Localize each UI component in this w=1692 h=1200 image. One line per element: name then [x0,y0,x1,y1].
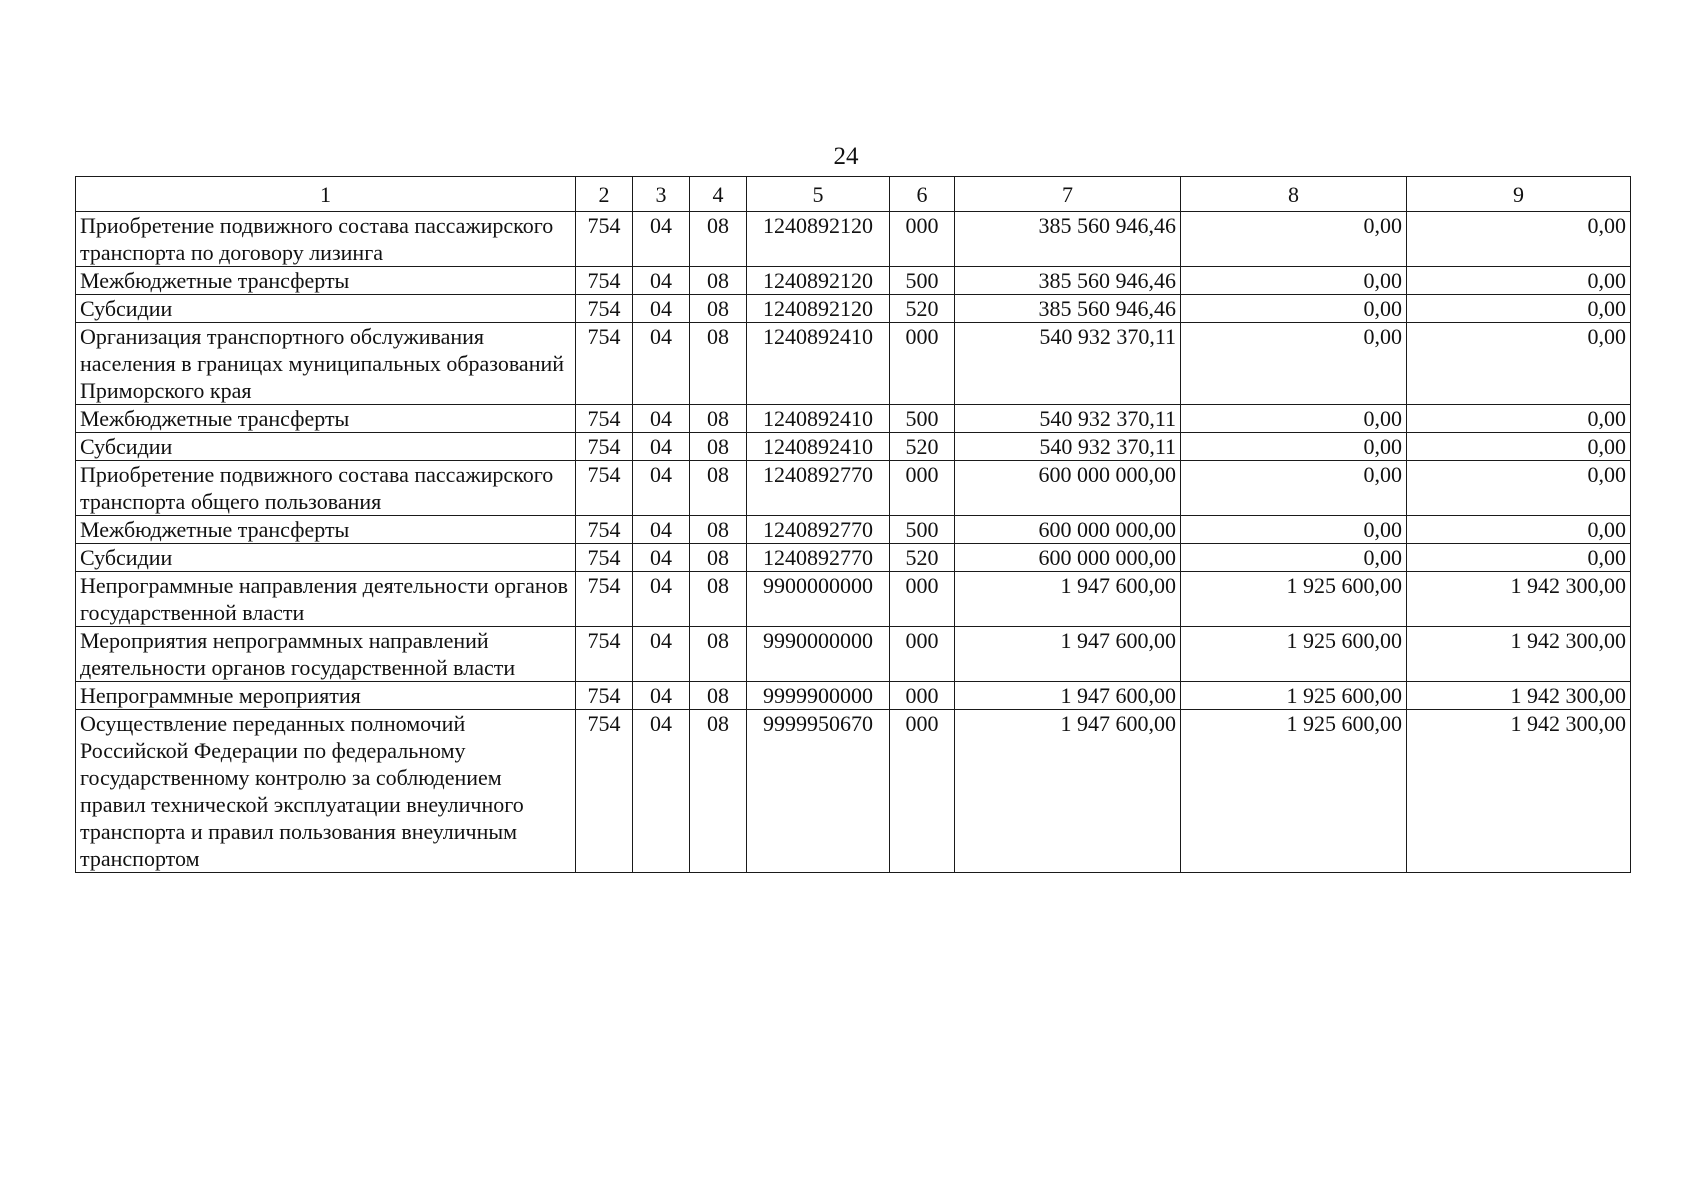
row-code-2: 754 [576,627,633,682]
row-code-5: 9900000000 [747,572,890,627]
row-code-6: 500 [890,516,955,544]
row-code-2: 754 [576,433,633,461]
header-row [76,177,1631,212]
row-code-5: 9999950670 [747,710,890,873]
row-amount-8: 1 925 600,00 [1181,627,1407,682]
table-row [76,405,1631,433]
row-amount-8: 1 925 600,00 [1181,710,1407,873]
row-code-3: 04 [633,267,690,295]
row-code-4: 08 [690,572,747,627]
header-cell-8: 8 [1181,177,1407,212]
row-amount-7: 385 560 946,46 [955,267,1181,295]
row-code-4: 08 [690,682,747,710]
row-name: Межбюджетные трансферты [76,267,576,295]
row-amount-7: 1 947 600,00 [955,710,1181,873]
row-amount-8: 0,00 [1181,295,1407,323]
row-name: Субсидии [76,544,576,572]
row-code-2: 754 [576,710,633,873]
row-code-4: 08 [690,212,747,267]
row-code-4: 08 [690,710,747,873]
header-cell-7: 7 [955,177,1181,212]
row-name: Субсидии [76,295,576,323]
table-row [76,433,1631,461]
row-code-5: 1240892410 [747,405,890,433]
row-code-3: 04 [633,295,690,323]
row-code-5: 1240892410 [747,323,890,405]
row-code-6: 500 [890,405,955,433]
row-amount-7: 540 932 370,11 [955,405,1181,433]
row-amount-9: 1 942 300,00 [1407,572,1631,627]
row-code-2: 754 [576,516,633,544]
row-amount-7: 1 947 600,00 [955,627,1181,682]
row-amount-8: 0,00 [1181,516,1407,544]
row-code-6: 000 [890,572,955,627]
row-amount-7: 385 560 946,46 [955,212,1181,267]
row-amount-7: 540 932 370,11 [955,433,1181,461]
header-cell-3: 3 [633,177,690,212]
row-amount-8: 0,00 [1181,461,1407,516]
row-code-3: 04 [633,682,690,710]
row-code-5: 1240892120 [747,295,890,323]
row-code-6: 520 [890,295,955,323]
row-name: Организация транспортного обслуживания населения в границах муниципальных образований Приморского края [76,323,576,405]
row-code-5: 1240892410 [747,433,890,461]
row-code-6: 000 [890,710,955,873]
row-name: Непрограммные мероприятия [76,682,576,710]
row-name: Межбюджетные трансферты [76,405,576,433]
row-code-4: 08 [690,405,747,433]
row-amount-7: 600 000 000,00 [955,516,1181,544]
row-amount-8: 0,00 [1181,323,1407,405]
row-code-6: 000 [890,323,955,405]
row-code-6: 520 [890,433,955,461]
row-code-2: 754 [576,405,633,433]
row-code-4: 08 [690,544,747,572]
row-name: Непрограммные направления деятельности органов государственной власти [76,572,576,627]
row-code-6: 000 [890,461,955,516]
row-code-6: 000 [890,682,955,710]
row-code-5: 1240892770 [747,516,890,544]
row-code-3: 04 [633,627,690,682]
row-amount-8: 0,00 [1181,544,1407,572]
row-code-5: 1240892120 [747,267,890,295]
row-code-4: 08 [690,267,747,295]
row-code-3: 04 [633,572,690,627]
table-row [76,627,1631,682]
row-code-2: 754 [576,572,633,627]
row-amount-8: 0,00 [1181,212,1407,267]
row-code-5: 9990000000 [747,627,890,682]
row-code-3: 04 [633,544,690,572]
row-code-3: 04 [633,212,690,267]
row-amount-9: 0,00 [1407,323,1631,405]
row-amount-8: 0,00 [1181,267,1407,295]
row-amount-9: 0,00 [1407,433,1631,461]
table-row [76,544,1631,572]
row-code-5: 1240892770 [747,544,890,572]
row-amount-7: 540 932 370,11 [955,323,1181,405]
header-cell-5: 5 [747,177,890,212]
row-code-2: 754 [576,323,633,405]
row-amount-9: 0,00 [1407,461,1631,516]
row-code-2: 754 [576,212,633,267]
row-amount-8: 0,00 [1181,433,1407,461]
row-amount-9: 0,00 [1407,267,1631,295]
row-code-6: 500 [890,267,955,295]
row-name: Приобретение подвижного состава пассажирского транспорта по договору лизинга [76,212,576,267]
row-amount-7: 385 560 946,46 [955,295,1181,323]
row-name: Приобретение подвижного состава пассажирского транспорта общего пользования [76,461,576,516]
row-code-3: 04 [633,323,690,405]
table-row [76,710,1631,873]
row-code-4: 08 [690,323,747,405]
table-body [76,212,1631,873]
row-code-4: 08 [690,295,747,323]
row-amount-8: 0,00 [1181,405,1407,433]
row-code-2: 754 [576,544,633,572]
row-amount-9: 1 942 300,00 [1407,627,1631,682]
table-row [76,323,1631,405]
row-code-3: 04 [633,710,690,873]
table-row [76,461,1631,516]
page-number: 24 [833,143,859,170]
row-code-3: 04 [633,433,690,461]
row-amount-9: 0,00 [1407,212,1631,267]
table-row [76,212,1631,267]
row-name: Межбюджетные трансферты [76,516,576,544]
table-row [76,295,1631,323]
row-amount-9: 0,00 [1407,405,1631,433]
row-amount-9: 0,00 [1407,516,1631,544]
table-row [76,516,1631,544]
row-code-2: 754 [576,682,633,710]
budget-table [75,176,1631,873]
row-amount-7: 1 947 600,00 [955,572,1181,627]
row-amount-7: 600 000 000,00 [955,461,1181,516]
row-code-4: 08 [690,516,747,544]
header-cell-1: 1 [76,177,576,212]
row-code-3: 04 [633,461,690,516]
row-amount-9: 1 942 300,00 [1407,710,1631,873]
header-cell-4: 4 [690,177,747,212]
row-code-2: 754 [576,267,633,295]
row-code-6: 000 [890,627,955,682]
header-cell-9: 9 [1407,177,1631,212]
row-amount-8: 1 925 600,00 [1181,572,1407,627]
table-row [76,682,1631,710]
row-code-5: 9999900000 [747,682,890,710]
row-code-5: 1240892120 [747,212,890,267]
row-code-3: 04 [633,516,690,544]
row-name: Осуществление переданных полномочий Российской Федерации по федеральному государственному контролю за соблюдением правил технической эксплуатации внеуличного транспорта и правил пользования внеуличным транспортом [76,710,576,873]
header-cell-6: 6 [890,177,955,212]
row-code-2: 754 [576,295,633,323]
row-code-4: 08 [690,461,747,516]
row-amount-7: 600 000 000,00 [955,544,1181,572]
row-code-6: 520 [890,544,955,572]
row-code-4: 08 [690,627,747,682]
row-code-6: 000 [890,212,955,267]
row-amount-8: 1 925 600,00 [1181,682,1407,710]
table-row [76,572,1631,627]
row-amount-9: 0,00 [1407,544,1631,572]
row-code-5: 1240892770 [747,461,890,516]
row-name: Субсидии [76,433,576,461]
row-name: Мероприятия непрограммных направлений деятельности органов государственной власти [76,627,576,682]
row-amount-7: 1 947 600,00 [955,682,1181,710]
header-cell-2: 2 [576,177,633,212]
row-code-3: 04 [633,405,690,433]
row-code-2: 754 [576,461,633,516]
row-code-4: 08 [690,433,747,461]
row-amount-9: 1 942 300,00 [1407,682,1631,710]
row-amount-9: 0,00 [1407,295,1631,323]
table-row [76,267,1631,295]
